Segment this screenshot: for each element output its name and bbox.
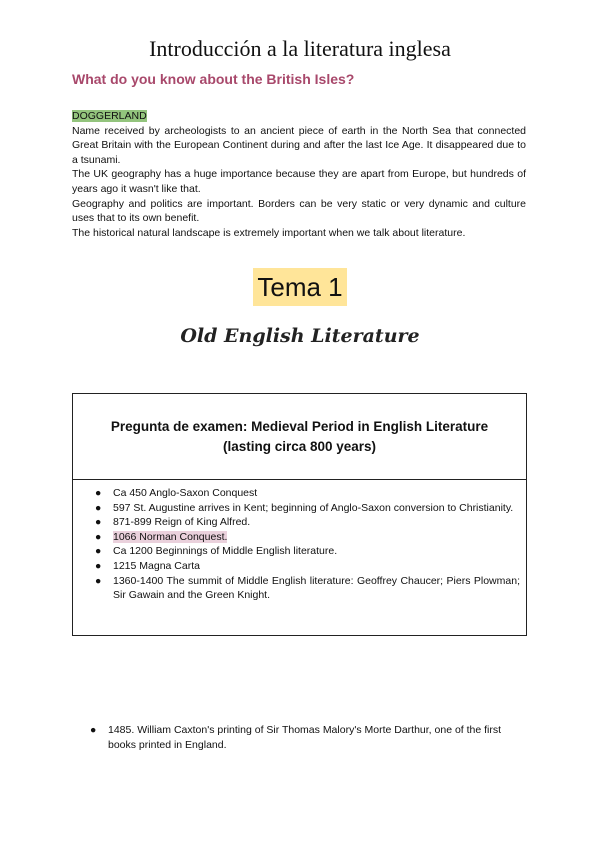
list-item [95, 515, 520, 530]
list-item-text: Ca 450 Anglo-Saxon Conquest [113, 487, 258, 499]
list-item-text: Ca 1200 Beginnings of Middle English literature. [113, 545, 338, 558]
list-item-text: 1360-1400 The summit of Middle English literature: Geoffrey Chaucer; Piers Plowman; Sir Gawain and the Green Knight. [113, 574, 520, 602]
bullet-icon: ● [95, 574, 102, 587]
list-item-text: 1215 Magna Carta [113, 559, 200, 572]
list-item-text: 871-899 Reign of King Alfred. [113, 516, 251, 529]
doggerland-section [72, 109, 526, 240]
list-item-text-highlighted: 1066 Norman Conquest. [113, 530, 228, 543]
paragraph: Geography and politics are important. Borders can be very static or very dynamic and culture uses that to its own benefit. [72, 197, 526, 225]
list-item-text: 1485. William Caxton's printing of Sir Thomas Malory's Morte Darthur, one of the first books printed in England. [108, 724, 502, 751]
list-item [95, 501, 520, 516]
list-item [95, 559, 520, 574]
document-title: Introducción a la literatura inglesa [149, 36, 451, 61]
bullet-icon: ● [95, 530, 102, 543]
bullet-icon: ● [90, 724, 97, 736]
bullet-icon: ● [95, 501, 102, 514]
list-item-text: 597 St. Augustine arrives in Kent; beginning of Anglo-Saxon conversion to Christianity. [113, 501, 514, 514]
paragraph: The UK geography has a huge importance because they are apart from Europe, but hundreds of years ago it wasn't like that. [72, 168, 526, 195]
list-item [95, 530, 520, 545]
exam-heading-line: Pregunta de examen: Medieval Period in English Literature [110, 418, 489, 434]
bullet-icon: ● [95, 545, 102, 558]
paragraph: Name received by archeologists to an ancient piece of earth in the North Sea that connected Great Britain with the European Continent during and after the last Ice Age. It disappeared due to a tsunami. [72, 124, 526, 166]
bullet-icon: ● [95, 559, 102, 572]
section-title: Old English Literature [180, 325, 420, 347]
list-item [95, 574, 520, 603]
exam-question-heading [73, 394, 526, 480]
exam-heading-line: (lasting circa 800 years) [222, 438, 377, 454]
bullet-icon: ● [95, 487, 102, 499]
tema-heading-wrap [0, 268, 600, 306]
extra-list-item [90, 723, 526, 753]
list-item [95, 486, 520, 501]
doggerland-heading: DOGGERLAND [72, 110, 147, 122]
exam-question-box [72, 393, 527, 636]
bullet-icon: ● [95, 516, 102, 529]
tema-heading: Tema 1 [253, 268, 346, 306]
timeline-list [73, 480, 526, 603]
paragraph: The historical natural landscape is extremely important when we talk about literature. [72, 226, 466, 239]
list-item [95, 544, 520, 559]
section-subtitle: What do you know about the British Isles? [72, 71, 355, 87]
